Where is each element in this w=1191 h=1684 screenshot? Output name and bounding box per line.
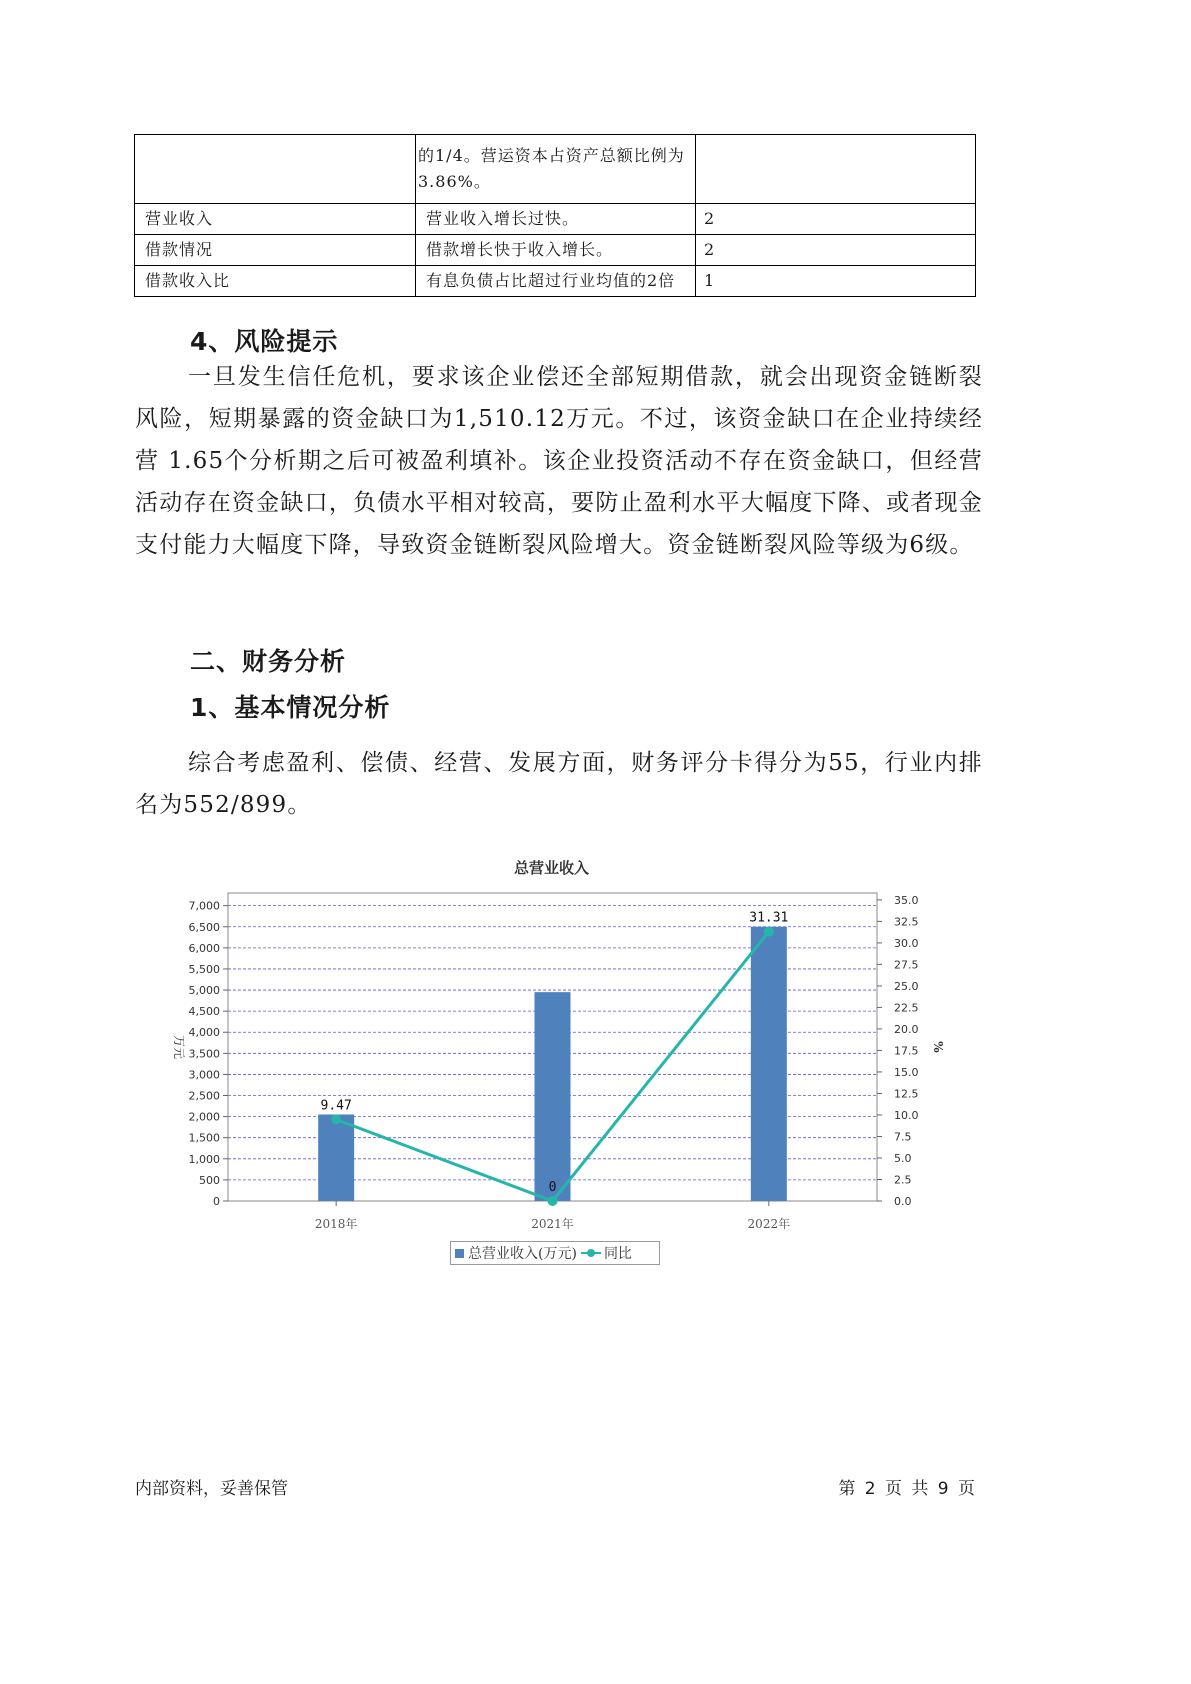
y-tick-label: 4,000 <box>188 1026 220 1040</box>
y-tick-label: 1,500 <box>188 1131 220 1145</box>
y2-tick-label: 12.5 <box>894 1087 919 1101</box>
footer-page-number: 第 2 页 共 9 页 <box>838 1479 975 1499</box>
table-cell-desc: 有息负债占比超过行业均值的2倍 <box>416 266 696 297</box>
yoy-data-label: 0 <box>548 1180 557 1195</box>
yoy-data-label: 31.31 <box>749 910 789 926</box>
chart-legend <box>450 1241 660 1265</box>
y2-tick-label: 32.5 <box>894 915 919 929</box>
y2-tick-label: 7.5 <box>894 1130 912 1144</box>
table-cell-score: 1 <box>696 266 976 297</box>
legend-bar-label: 总营业收入(万元) <box>468 1246 577 1262</box>
table-cell-score: 2 <box>696 235 976 266</box>
table-cell-item: 借款收入比 <box>135 266 416 297</box>
y-axis-title: 万元 <box>172 1034 186 1060</box>
y-tick-label: 6,000 <box>188 941 220 955</box>
y-tick-label: 0 <box>213 1195 220 1208</box>
finance-heading: 二、财务分析 <box>190 647 347 676</box>
risk-paragraph: 一旦发生信任危机，要求该企业偿还全部短期借款，就会出现资金链断裂风险，短期暴露的资金缺口为1,510.12万元。不过，该资金缺口在企业持续经营 1.65个分析期之后可被盈利填补。该企业投资活动不存在资金缺口，但经营活动存在资金缺口，负债水平相对较高，要防止盈利水平大幅度下降、或者现金支付能力大幅度下降，导致资金链断裂风险增大。资金链断裂风险等级为6级。 <box>135 364 983 558</box>
table-cell-item: 借款情况 <box>135 235 416 266</box>
y2-tick-label: 27.5 <box>894 958 919 972</box>
y-tick-label: 1,000 <box>188 1152 220 1166</box>
y2-tick-label: 20.0 <box>894 1022 919 1036</box>
yoy-point <box>548 1196 558 1206</box>
y-tick-label: 6,500 <box>188 920 220 934</box>
finance-paragraph: 综合考虑盈利、偿债、经营、发展方面，财务评分卡得分为55，行业内排名为552/899。 <box>135 750 983 818</box>
bar <box>751 927 787 1201</box>
x-tick-label: 2018年 <box>314 1217 358 1231</box>
x-tick-label: 2022年 <box>747 1217 791 1231</box>
table-cell-desc: 营业收入增长过快。 <box>416 204 696 235</box>
y-tick-label: 5,500 <box>188 962 220 976</box>
y2-tick-label: 30.0 <box>894 936 919 950</box>
yoy-point <box>331 1115 341 1125</box>
chart-title: 总营业收入 <box>513 859 589 877</box>
legend-bar-swatch <box>455 1249 464 1258</box>
bar <box>535 992 571 1201</box>
legend-line-label: 同比 <box>603 1246 632 1262</box>
y2-tick-label: 25.0 <box>894 979 919 993</box>
legend-line-swatch <box>581 1248 601 1258</box>
table-cell-score: 2 <box>696 204 976 235</box>
y2-tick-label: 15.0 <box>894 1065 919 1079</box>
risk-heading: 4、风险提示 <box>190 327 339 356</box>
y-tick-label: 5,000 <box>188 984 220 998</box>
basic-analysis-heading: 1、基本情况分析 <box>190 693 391 722</box>
y2-tick-label: 2.5 <box>894 1173 912 1187</box>
table-cell-item: 营业收入 <box>135 204 416 235</box>
y2-tick-label: 10.0 <box>894 1108 919 1122</box>
bar <box>318 1115 354 1201</box>
y2-tick-label: 22.5 <box>894 1001 919 1015</box>
y-tick-label: 2,000 <box>188 1110 220 1124</box>
x-tick-label: 2021年 <box>531 1217 574 1231</box>
table-cell-desc: 的1/4。营运资本占资产总额比例为3.86%。 <box>416 135 696 204</box>
y2-tick-label: 0.0 <box>894 1195 912 1208</box>
y2-axis-title: % <box>931 1041 945 1053</box>
yoy-data-label: 9.47 <box>320 1098 352 1114</box>
y-tick-label: 500 <box>199 1173 220 1187</box>
y-tick-label: 2,500 <box>188 1089 220 1103</box>
y2-tick-label: 17.5 <box>894 1044 919 1058</box>
y-tick-label: 7,000 <box>188 899 220 913</box>
y2-tick-label: 5.0 <box>894 1151 912 1165</box>
table-cell-desc: 借款增长快于收入增长。 <box>416 235 696 266</box>
y-tick-label: 3,000 <box>188 1068 220 1082</box>
yoy-point <box>764 927 774 937</box>
y-tick-label: 3,500 <box>188 1047 220 1061</box>
y-tick-label: 4,500 <box>188 1005 220 1019</box>
y2-tick-label: 35.0 <box>894 893 919 907</box>
footer-confidential: 内部资料，妥善保管 <box>135 1479 288 1499</box>
